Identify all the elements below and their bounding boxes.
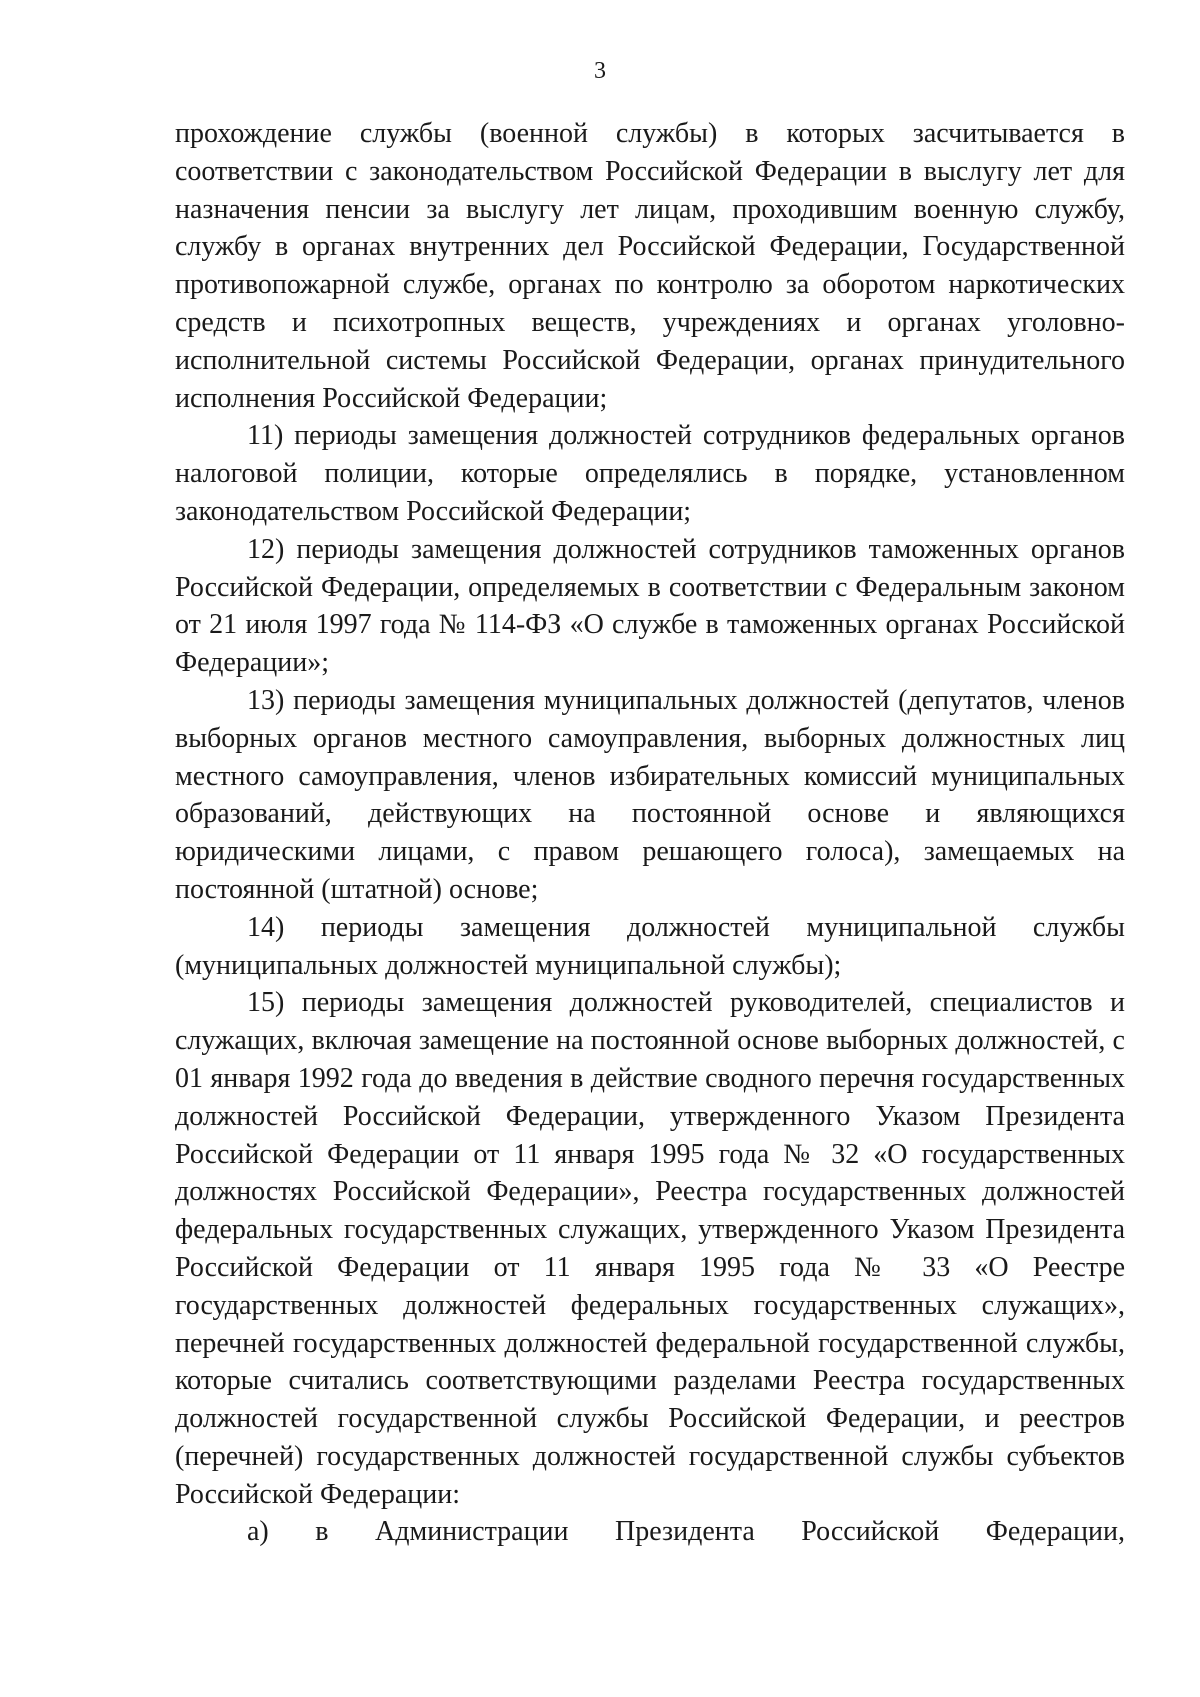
paragraph-subitem-a: а) в Администрации Президента Российской Федерации, [247,1516,1125,1548]
paragraph-continuation-10: прохождение службы (военной службы) в которых засчитывается в соответствии с законодательством Российской Федерации в выслугу лет для назначения пенсии за выслугу лет лицам, проходившим военную службу, службу в органах внутренних дел Российской Федерации, Государственной противопожарной службе, органах по контролю за оборотом наркотических средств и психотропных веществ, учреждениях и органах уголовно-исполнительной системы Российской Федерации, органах принудительного исполнения Российской Федерации; [175,118,1125,414]
paragraph-item-15: 15) периоды замещения должностей руководителей, специалистов и служащих, включая замещение на постоянной основе выборных должностей, с 01 января 1992 года до введения в действие сводного перечня государственных должностей Российской Федерации, утвержденного Указом Президента Российской Федерации от 11 января 1995 года № 32 «О государственных должностях Российской Федерации», Реестра государственных должностей федеральных государственных служащих, утвержденного Указом Президента Российской Федерации от 11 января 1995 года № 33 «О Реестре государственных должностей федеральных государственных служащих», перечней государственных должностей федеральной государственной службы, которые считались соответствующими разделами Реестра государственных должностей государственной службы Российской Федерации, и реестров (перечней) государственных должностей государственной службы субъектов Российской Федерации: [175,987,1125,1510]
paragraph-item-13: 13) периоды замещения муниципальных должностей (депутатов, членов выборных органов местного самоуправления, выборных должностных лиц местного самоуправления, членов избирательных комиссий муниципальных образований, действующих на постоянной основе и являющихся юридическими лицами, с правом решающего голоса), замещаемых на постоянной (штатной) основе; [175,684,1125,905]
paragraph-item-14: 14) периоды замещения должностей муниципальной службы (муниципальных должностей муниципальной службы); [175,911,1125,981]
paragraph-item-11: 11) периоды замещения должностей сотрудников федеральных органов налоговой полиции, которые определялись в порядке, установленном законодательством Российской Федерации; [175,420,1125,527]
paragraph-item-12: 12) периоды замещения должностей сотрудников таможенных органов Российской Федерации, определяемых в соответствии с Федеральным законом от 21 июля 1997 года № 114-ФЗ «О службе в таможенных органах Российской Федерации»; [175,533,1125,679]
page-number: 3 [594,58,606,84]
document-body [175,115,1125,1551]
